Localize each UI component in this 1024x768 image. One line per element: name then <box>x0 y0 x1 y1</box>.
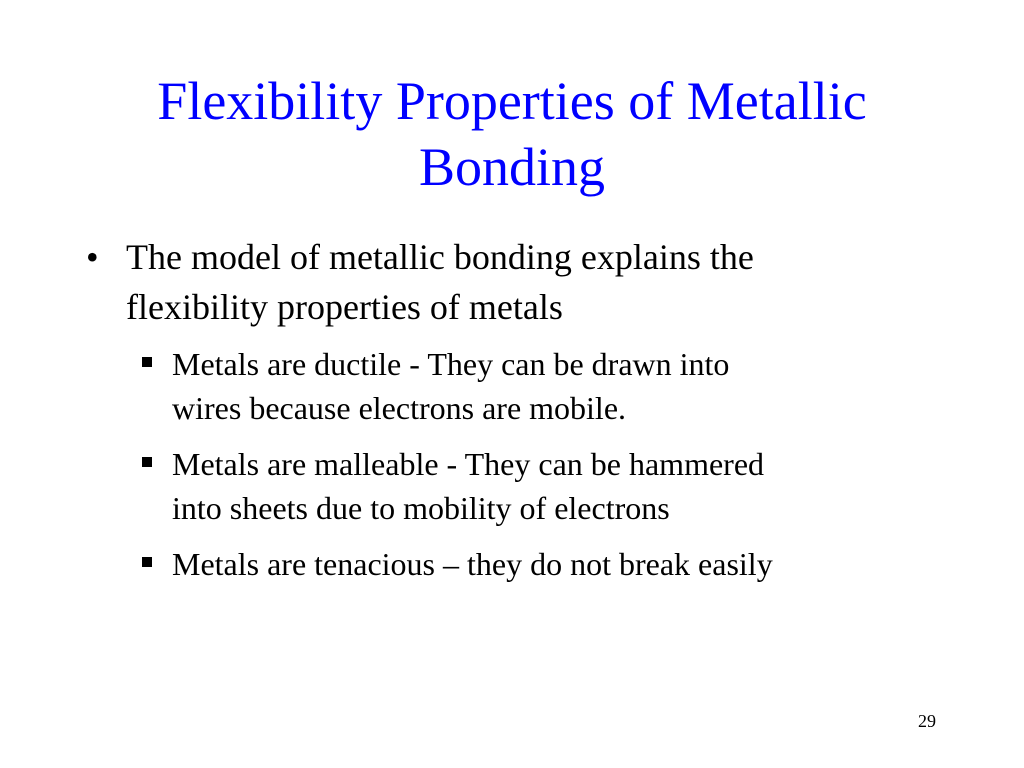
sub-bullet-ductile-line-1: Metals are ductile - They can be drawn into <box>172 346 730 382</box>
main-bullet <box>86 232 946 332</box>
slide-number: 29 <box>918 711 936 731</box>
sub-bullet-malleable <box>142 442 946 530</box>
slide-title-line-1: Flexibility Properties of Metallic <box>157 71 867 131</box>
sub-bullet-malleable-line-1: Metals are malleable - They can be hammered <box>172 446 765 482</box>
sub-bullet-malleable-line-2: into sheets due to mobility of electrons <box>172 490 670 526</box>
sub-bullet-ductile-line-2: wires because electrons are mobile. <box>172 390 627 426</box>
square-bullet-icon <box>142 557 152 567</box>
sub-bullet-tenacious-line-1: Metals are tenacious – they do not break easily <box>172 546 773 582</box>
sub-bullet-ductile <box>142 342 946 430</box>
slide-title <box>60 68 964 200</box>
main-bullet-line-1: The model of metallic bonding explains the <box>126 237 754 277</box>
square-bullet-icon <box>142 457 152 467</box>
main-bullet-line-2: flexibility properties of metals <box>126 287 563 327</box>
square-bullet-icon <box>142 357 152 367</box>
round-bullet-icon: • <box>86 237 99 277</box>
slide-body <box>86 232 946 598</box>
sub-bullet-tenacious <box>142 542 946 586</box>
slide-title-line-2: Bonding <box>418 137 606 197</box>
